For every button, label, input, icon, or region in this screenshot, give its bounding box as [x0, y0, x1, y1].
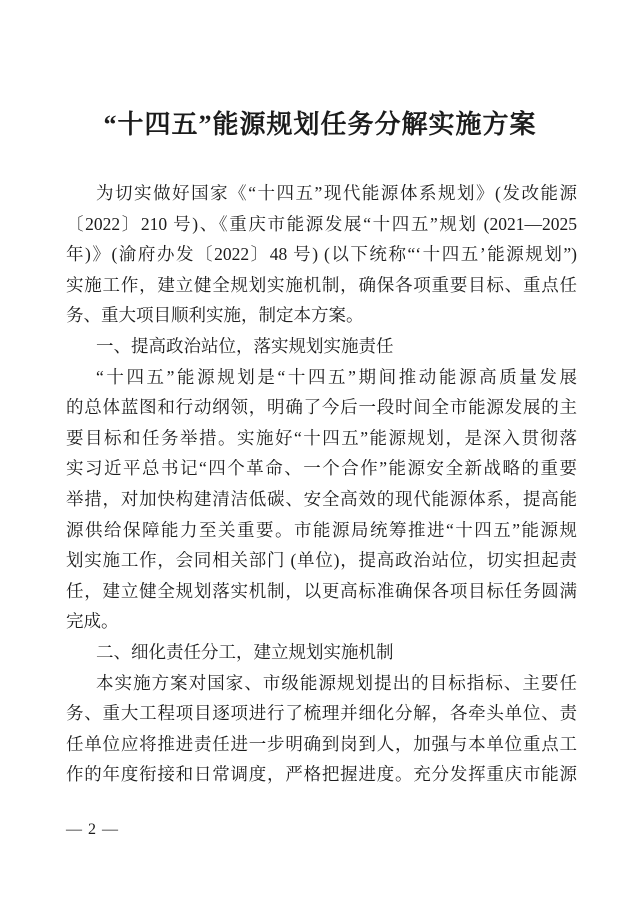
paragraph-line: 作的年度衔接和日常调度，严格把握进度。充分发挥重庆市能源	[66, 764, 577, 785]
paragraph-line: 务、重大工程项目逐项进行了梳理并细化分解，各牵头单位、责	[66, 703, 577, 724]
paragraph-line: 源供给保障能力至关重要。市能源局统筹推进“十四五”能源规	[66, 519, 577, 540]
paragraph-line: 的总体蓝图和行动纲领，明确了今后一段时间全市能源发展的主	[66, 397, 577, 418]
paragraph-line: 年)》(渝府办发〔2022〕48 号) (以下统称“‘十四五’能源规划”)	[66, 244, 577, 265]
section-heading: 二、细化责任分工，建立规划实施机制	[96, 641, 394, 662]
paragraph-line: 举措，对加快构建清洁低碳、安全高效的现代能源体系，提高能	[66, 488, 577, 509]
paragraph-line: 〔2022〕210 号)、《重庆市能源发展“十四五”规划 (2021—2025	[66, 213, 577, 234]
paragraph-line: 本实施方案对国家、市级能源规划提出的目标指标、主要任	[96, 672, 577, 693]
document-body	[66, 178, 577, 790]
paragraph-line: 实习近平总书记“四个革命、一个合作”能源安全新战略的重要	[66, 458, 577, 479]
paragraph-line: 任单位应将推进责任进一步明确到岗到人，加强与本单位重点工	[66, 733, 577, 754]
section-heading: 一、提高政治站位，落实规划实施责任	[96, 335, 394, 356]
paragraph-line: 划实施工作，会同相关部门 (单位)，提高政治站位，切实担起责	[66, 550, 577, 571]
document-title: “十四五”能源规划任务分解实施方案	[103, 110, 537, 139]
paragraph-line: 实施工作，建立健全规划实施机制，确保各项重要目标、重点任	[66, 274, 577, 295]
paragraph-line: 完成。	[66, 611, 119, 632]
page-number: — 2 —	[66, 821, 119, 838]
paragraph-line: 要目标和任务举措。实施好“十四五”能源规划，是深入贯彻落	[66, 427, 577, 448]
paragraph-line: 务、重大项目顺利实施，制定本方案。	[66, 305, 364, 326]
paragraph-line: “十四五”能源规划是“十四五”期间推动能源高质量发展	[96, 366, 577, 387]
paragraph-line: 为切实做好国家《“十四五”现代能源体系规划》(发改能源	[96, 183, 577, 203]
paragraph-line: 任，建立健全规划落实机制，以更高标准确保各项目标任务圆满	[66, 580, 577, 601]
